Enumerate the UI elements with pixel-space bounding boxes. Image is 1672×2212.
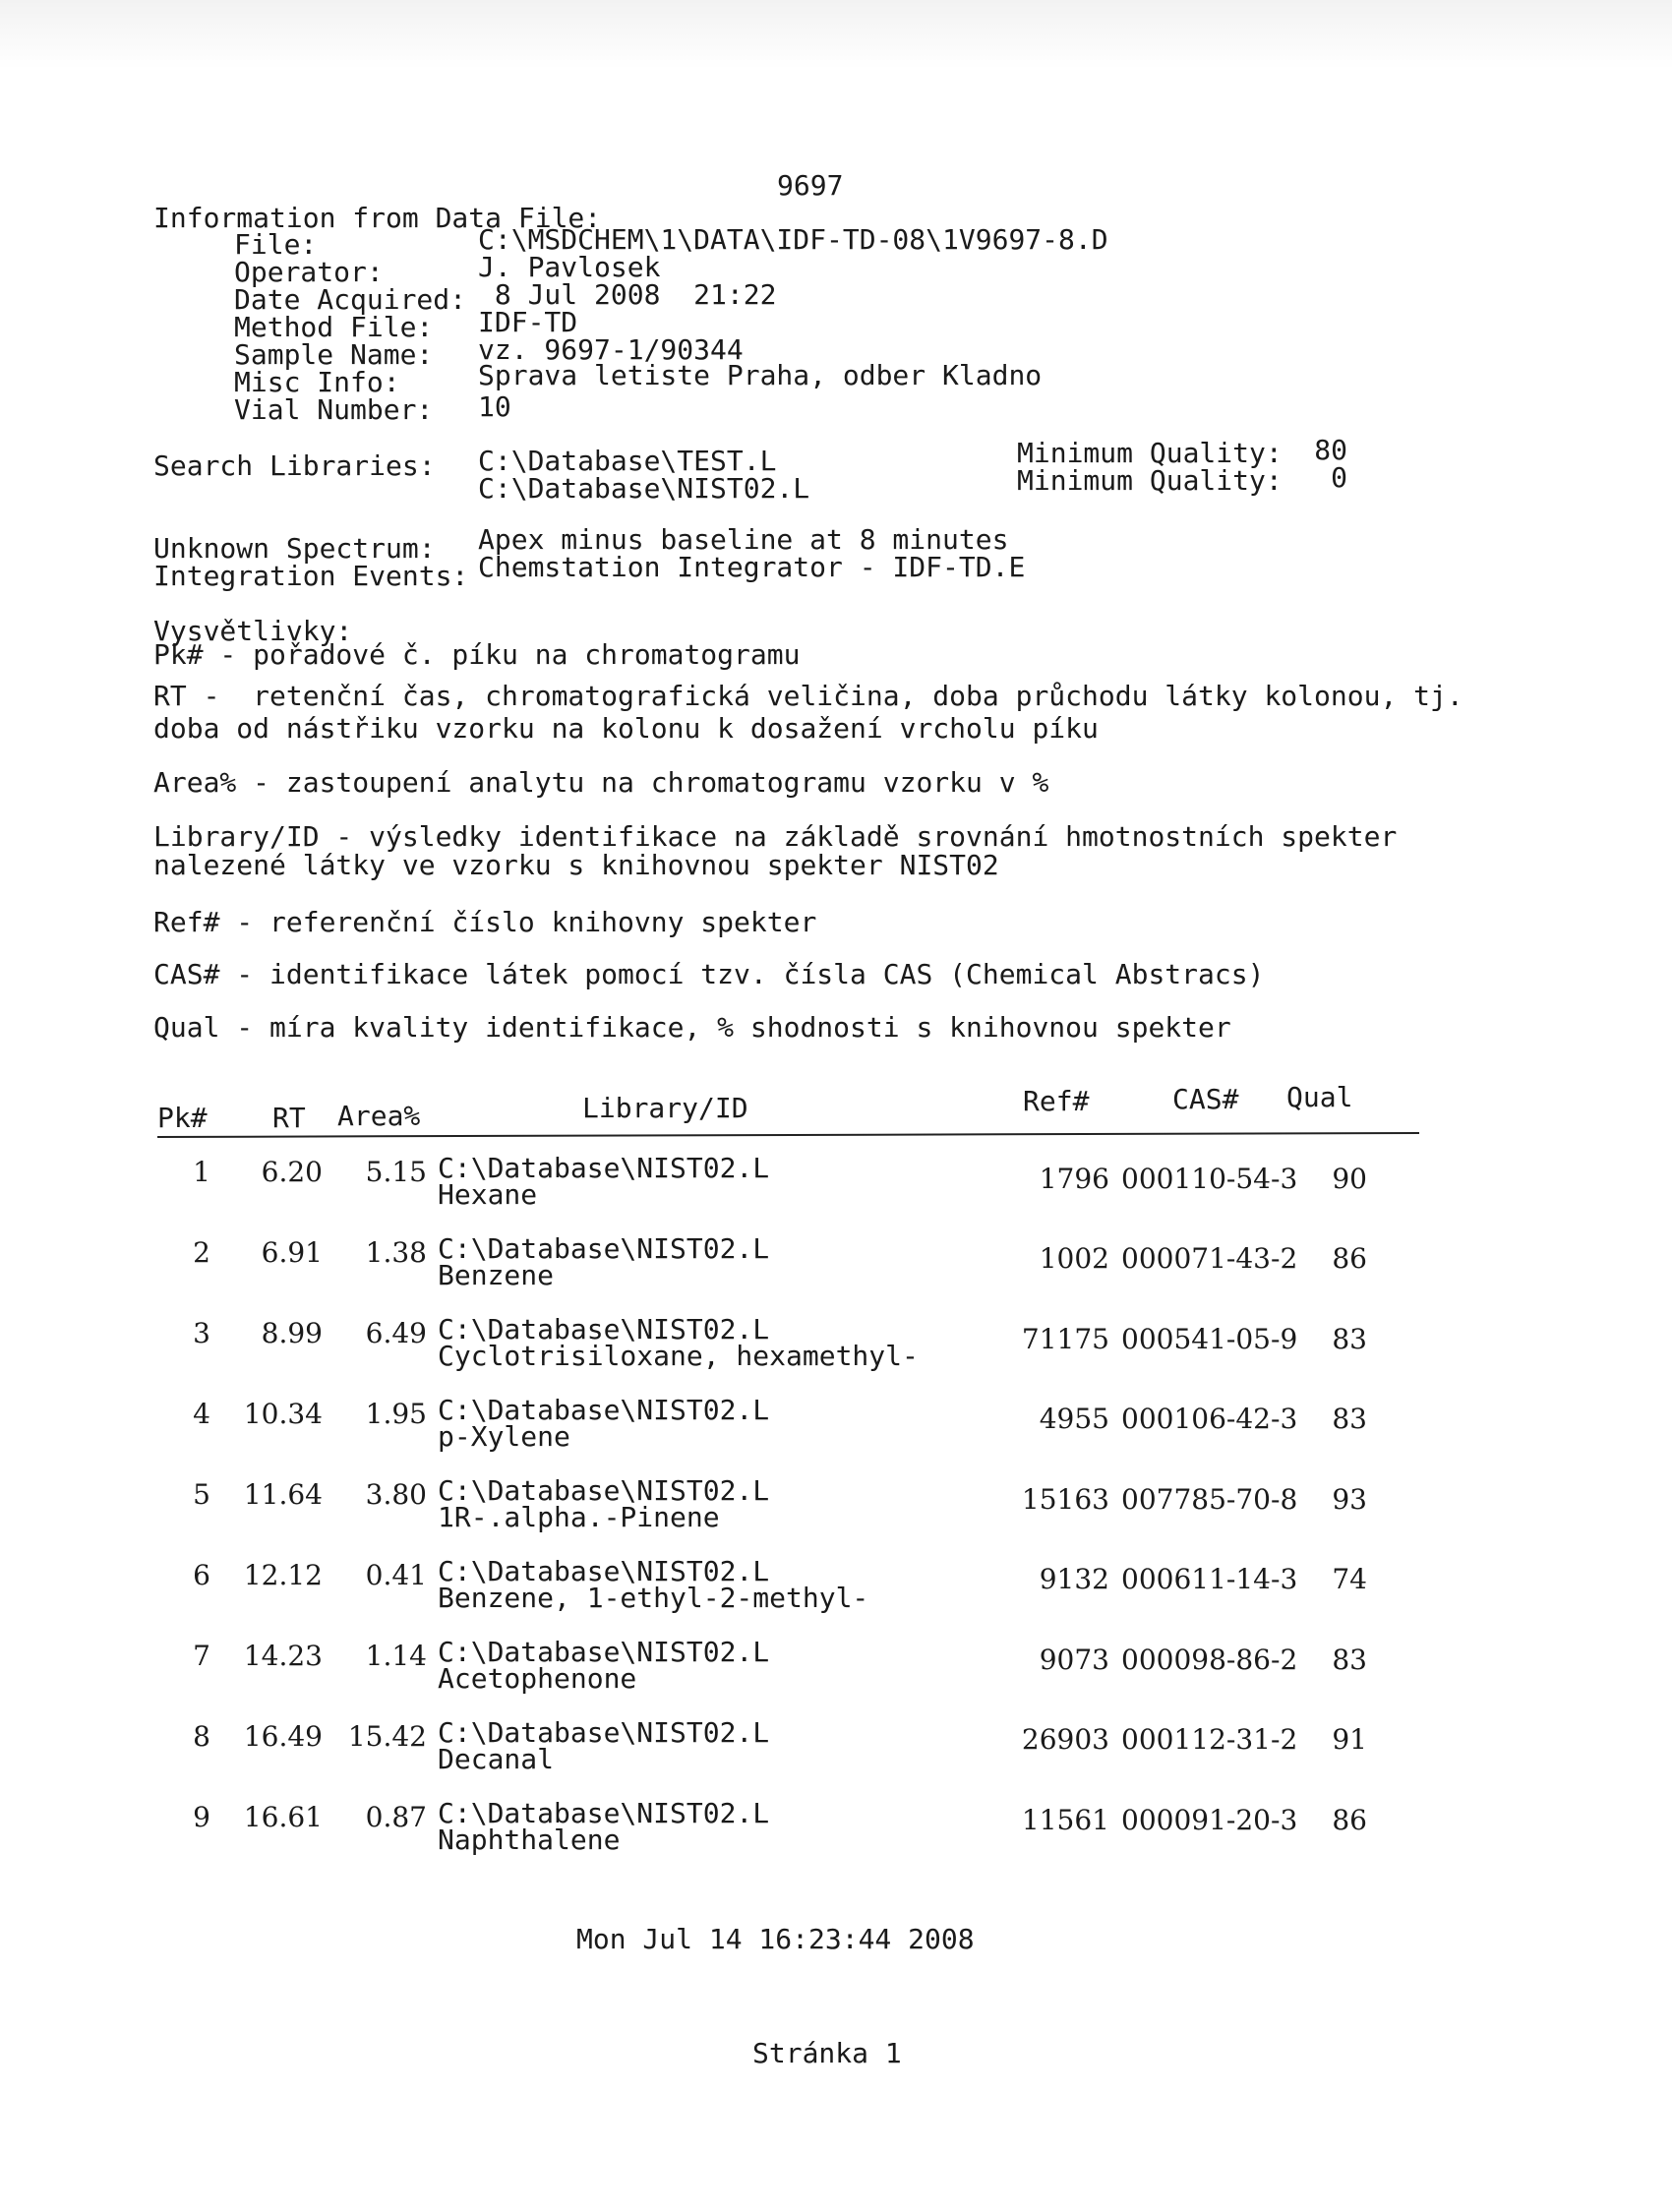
cell-qual: 83 [1332, 1322, 1367, 1355]
cell-ref: 9132 [1039, 1563, 1109, 1596]
cell-compound-name: Acetophenone [438, 1662, 637, 1695]
cell-pk: 2 [193, 1236, 210, 1269]
cell-area: 1.95 [365, 1398, 427, 1430]
legend-area: Area% - zastoupení analytu na chromatogramu vzorku v % [153, 766, 1049, 799]
cell-compound-name: Benzene [438, 1259, 555, 1291]
cell-library: C:\Database\NIST02.L [438, 1394, 770, 1426]
cell-area: 15.42 [347, 1720, 427, 1753]
cell-compound-name: Cyclotrisiloxane, hexamethyl- [438, 1340, 919, 1372]
cell-compound-name: p-Xylene [438, 1420, 570, 1453]
cell-library: C:\Database\NIST02.L [438, 1636, 770, 1668]
cell-area: 3.80 [365, 1478, 427, 1511]
cell-cas: 000071-43-2 [1121, 1242, 1298, 1276]
cell-qual: 91 [1332, 1723, 1367, 1757]
cell-compound-name: Decanal [438, 1743, 555, 1775]
cell-area: 0.41 [365, 1559, 427, 1591]
info-value-method: IDF-TD [478, 306, 578, 338]
cell-cas: 000110-54-3 [1121, 1163, 1298, 1195]
cell-qual: 83 [1332, 1403, 1367, 1436]
cell-cas: 000098-86-2 [1121, 1643, 1298, 1676]
cell-cas: 000541-05-9 [1121, 1322, 1298, 1355]
cell-pk: 5 [193, 1478, 210, 1511]
cell-rt: 16.49 [243, 1720, 323, 1753]
cell-cas: 000106-42-3 [1121, 1403, 1298, 1436]
cell-qual: 86 [1332, 1803, 1367, 1836]
cell-ref: 71175 [1021, 1322, 1109, 1355]
cell-library: C:\Database\NIST02.L [438, 1152, 770, 1184]
unknown-spectrum-value: Apex minus baseline at 8 minutes [478, 523, 1009, 556]
info-label-misc: Misc Info: [234, 366, 400, 398]
table-header-rule [157, 1132, 1419, 1138]
cell-ref: 4955 [1039, 1403, 1109, 1436]
integration-events-value: Chemstation Integrator - IDF-TD.E [478, 551, 1026, 583]
quality-value-test: 80 [1314, 434, 1347, 466]
cell-compound-name: Benzene, 1-ethyl-2-methyl- [438, 1582, 869, 1614]
cell-ref: 15163 [1021, 1482, 1109, 1516]
legend-library-line2: nalezené látky ve vzorku s knihovnou spekter NIST02 [153, 849, 999, 881]
info-value-file: C:\MSDCHEM\1\DATA\IDF-TD-08\1V9697-8.D [478, 223, 1108, 256]
cell-library: C:\Database\NIST02.L [438, 1797, 770, 1829]
quality-label-test: Minimum Quality: [1017, 437, 1283, 469]
cell-qual: 90 [1332, 1163, 1367, 1195]
cell-library: C:\Database\NIST02.L [438, 1313, 770, 1345]
cell-ref: 11561 [1021, 1803, 1109, 1836]
cell-ref: 1002 [1039, 1242, 1109, 1276]
legend-qual: Qual - míra kvality identifikace, % shodnosti s knihovnou spekter [153, 1011, 1231, 1044]
header-pk: Pk# [157, 1102, 208, 1134]
integration-events-label: Integration Events: [153, 560, 469, 592]
legend-rt-line1: RT - retenční čas, chromatografická veličina, doba průchodu látky kolonou, tj. [153, 680, 1463, 712]
report-number: 9697 [777, 169, 844, 202]
library-path-test: C:\Database\TEST.L [478, 445, 777, 477]
info-value-misc: Sprava letiste Praha, odber Kladno [478, 359, 1043, 391]
cell-rt: 6.91 [261, 1236, 323, 1269]
cell-pk: 7 [193, 1640, 210, 1672]
legend-cas: CAS# - identifikace látek pomocí tzv. čísla CAS (Chemical Abstracs) [153, 958, 1265, 990]
info-label-operator: Operator: [234, 256, 384, 288]
cell-pk: 6 [193, 1559, 210, 1591]
header-library: Library/ID [582, 1092, 748, 1124]
cell-library: C:\Database\NIST02.L [438, 1474, 770, 1507]
header-area: Area% [337, 1100, 421, 1132]
cell-rt: 12.12 [243, 1559, 323, 1591]
cell-cas: 000112-31-2 [1121, 1723, 1298, 1757]
quality-label-nist: Minimum Quality: [1017, 464, 1283, 497]
cell-rt: 6.20 [261, 1156, 323, 1188]
quality-value-nist: 0 [1331, 461, 1347, 494]
header-ref: Ref# [1023, 1085, 1090, 1117]
page-number: Stránka 1 [752, 2037, 902, 2069]
search-libraries-label: Search Libraries: [153, 449, 436, 482]
cell-rt: 11.64 [243, 1478, 323, 1511]
cell-compound-name: 1R-.alpha.-Pinene [438, 1501, 720, 1533]
cell-library: C:\Database\NIST02.L [438, 1716, 770, 1749]
cell-compound-name: Hexane [438, 1178, 538, 1211]
info-value-date: 8 Jul 2008 21:22 [478, 278, 777, 311]
info-label-sample: Sample Name: [234, 338, 434, 371]
cell-area: 6.49 [365, 1317, 427, 1349]
header-cas: CAS# [1172, 1083, 1239, 1115]
cell-rt: 10.34 [243, 1398, 323, 1430]
legend-ref: Ref# - referenční číslo knihovny spekter [153, 906, 817, 938]
info-value-operator: J. Pavlosek [478, 251, 661, 283]
cell-qual: 74 [1332, 1563, 1367, 1596]
info-value-sample: vz. 9697-1/90344 [478, 333, 744, 366]
cell-rt: 16.61 [243, 1801, 323, 1833]
cell-pk: 1 [193, 1156, 210, 1188]
footer-timestamp: Mon Jul 14 16:23:44 2008 [576, 1923, 975, 1955]
cell-library: C:\Database\NIST02.L [438, 1555, 770, 1587]
cell-area: 0.87 [365, 1801, 427, 1833]
cell-ref: 9073 [1039, 1643, 1109, 1676]
cell-rt: 14.23 [243, 1640, 323, 1672]
info-header: Information from Data File: [153, 202, 602, 234]
scan-shading [0, 0, 1672, 69]
cell-pk: 3 [193, 1317, 210, 1349]
legend-title: Vysvětlivky: [153, 615, 353, 647]
legend-pk: Pk# - pořadové č. píku na chromatogramu [153, 638, 801, 671]
cell-area: 1.14 [365, 1640, 427, 1672]
cell-rt: 8.99 [261, 1317, 323, 1349]
cell-qual: 86 [1332, 1242, 1367, 1276]
cell-ref: 26903 [1021, 1723, 1109, 1757]
cell-ref: 1796 [1039, 1163, 1109, 1195]
cell-library: C:\Database\NIST02.L [438, 1232, 770, 1265]
header-rt: RT [272, 1102, 306, 1134]
header-qual: Qual [1286, 1081, 1353, 1113]
cell-qual: 83 [1332, 1643, 1367, 1676]
info-label-file: File: [234, 228, 318, 261]
info-value-vial: 10 [478, 390, 511, 423]
cell-pk: 8 [193, 1720, 210, 1753]
cell-cas: 007785-70-8 [1121, 1482, 1298, 1516]
cell-pk: 4 [193, 1398, 210, 1430]
cell-pk: 9 [193, 1801, 210, 1833]
info-label-method: Method File: [234, 311, 434, 343]
cell-cas: 000611-14-3 [1121, 1563, 1298, 1596]
unknown-spectrum-label: Unknown Spectrum: [153, 532, 436, 565]
cell-qual: 93 [1332, 1482, 1367, 1516]
legend-rt-line2: doba od nástřiku vzorku na kolonu k dosažení vrcholu píku [153, 712, 1099, 745]
cell-cas: 000091-20-3 [1121, 1803, 1298, 1836]
legend-library-line1: Library/ID - výsledky identifikace na základě srovnání hmotnostních spekter [153, 820, 1398, 853]
library-path-nist: C:\Database\NIST02.L [478, 472, 810, 505]
info-label-vial: Vial Number: [234, 393, 434, 426]
info-label-date: Date Acquired: [234, 283, 467, 316]
cell-compound-name: Naphthalene [438, 1823, 621, 1856]
cell-area: 5.15 [365, 1156, 427, 1188]
cell-area: 1.38 [365, 1236, 427, 1269]
